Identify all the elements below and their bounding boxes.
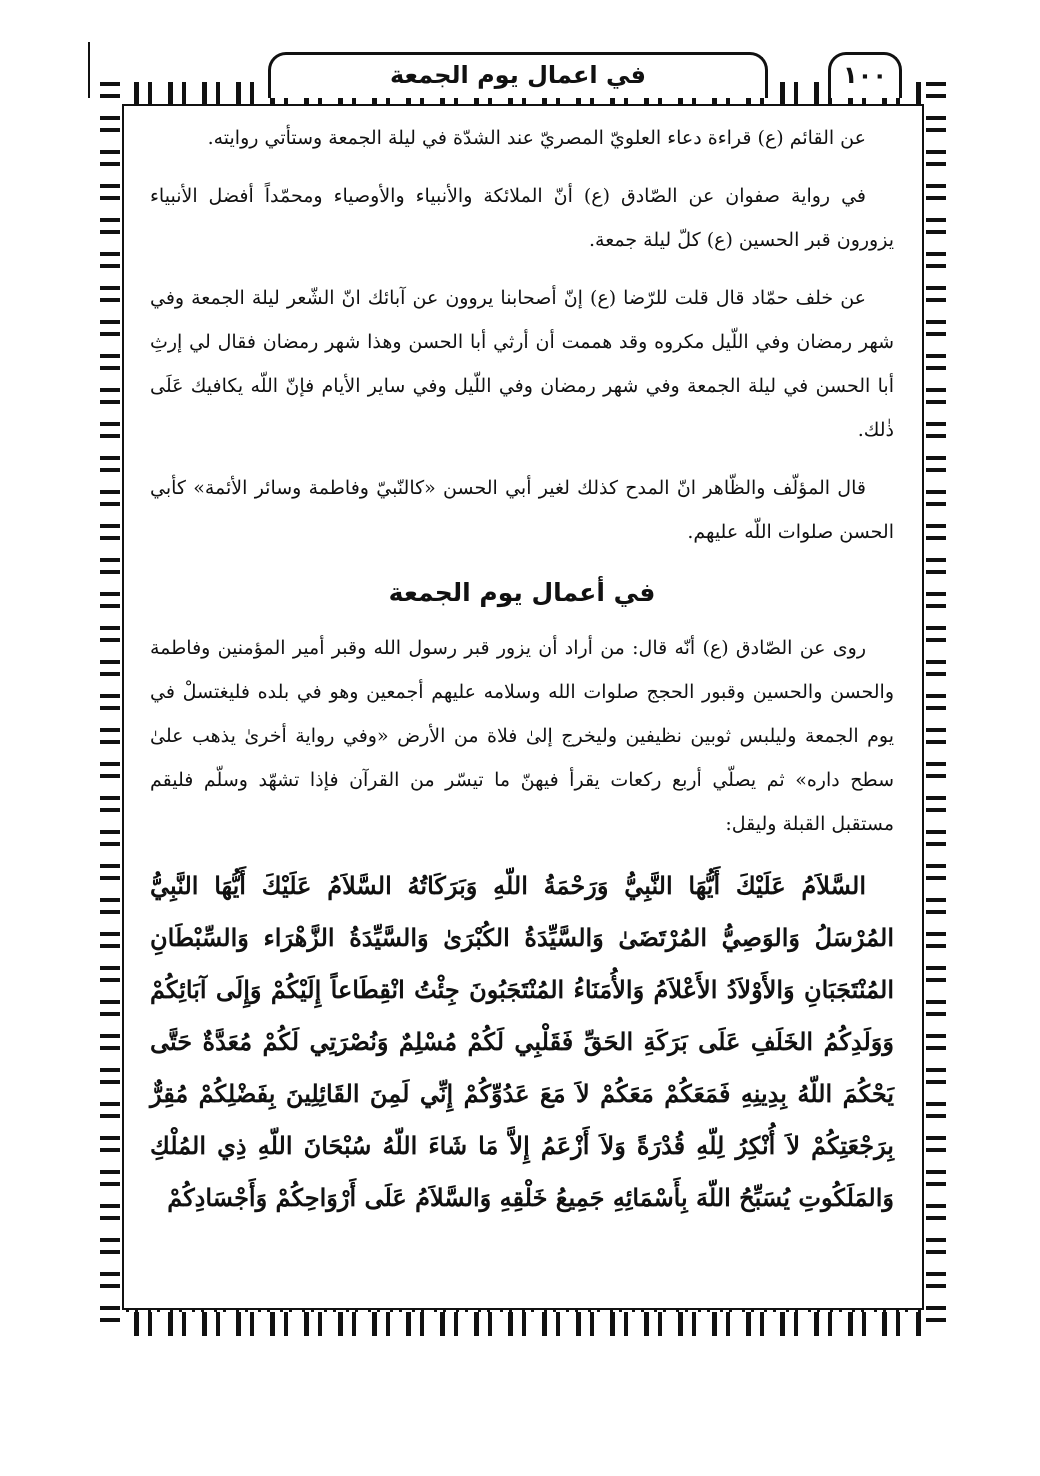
page-body — [150, 116, 894, 1224]
prayer-text: السَّلاَمُ عَلَيْكَ أَيُّهَا النَّبِيُّ وَرَحْمَةُ اللّهِ وَبَرَكَاتُهُ السَّلاَمُ عَلَيْكَ أَيُّهَا النَّبِيُّ المُرْسَلُ وَالوَصِيُّ المُرْتَضَىٰ وَالسَّيِّدَةُ الكُبْرَىٰ وَالسَّيِّدَةُ الزَّهْرَاء وَالسِّبْطَانِ المُنْتَجَبَانِ وَالأَوْلاَدُ الأَعْلاَمُ وَالأُمَنَاءُ المُنْتَجَبُونَ جِئْتُ انْقِطَاعاً إِلَيْكُمْ وَإِلَى آبَائِكُمْ وَوَلَدِكُمُ الخَلَفِ عَلَى بَرَكَةِ الحَقِّ فَقَلْبِي لَكُمْ مُسْلِمٌ وَنُصْرَتِي لَكُمْ مُعَدَّةٌ حَتَّى يَحْكُمَ اللّهُ بِدِينِهِ فَمَعَكُمْ مَعَكُمْ لاَ مَعَ عَدُوِّكُمْ إِنِّي لَمِنَ القَائِلِينَ بِفَضْلِكُمْ مُقِرٌّ بِرَجْعَتِكُمْ لاَ أُنْكِرُ لِلّهِ قُدْرَةً وَلاَ أَزْعَمُ إِلاَّ مَا شَاءَ اللّهُ سُبْحَانَ اللّهِ ذِي المُلْكِ وَالمَلَكُوتِ يُسَبِّحُ اللّهَ بِأَسْمَائِهِ جَمِيعُ خَلْقِهِ وَالسَّلاَمُ عَلَى أَرْوَاحِكُمْ وَأَجْسَادِكُمْ — [150, 871, 894, 1212]
paragraph: قال المؤلّف والظّاهر انّ المدح كذلك لغير أبي الحسن «كالنّبيّ وفاطمة وسائر الأئمة» كأبي الحسن صلوات اللّه عليهم. — [150, 477, 894, 543]
running-header — [268, 52, 768, 98]
page-title: في اعمال يوم الجمعة — [390, 61, 646, 89]
paragraph: في رواية صفوان عن الصّادق (ع) أنّ الملائكة والأنبياء والأوصياء ومحمّداً أفضل الأنبياء يزورون قبر الحسين (ع) كلّ ليلة جمعة. — [150, 185, 894, 251]
border-right-ornament — [926, 82, 946, 1336]
margin-rule — [88, 42, 90, 98]
page-number: ١٠٠ — [843, 61, 887, 89]
page-number-tab — [828, 52, 902, 98]
border-left-ornament — [100, 82, 120, 1336]
paragraph: عن القائم (ع) قراءة دعاء العلويّ المصريّ عند الشدّة في ليلة الجمعة وستأتي روايته. — [207, 127, 866, 149]
section-heading: في أعمال يوم الجمعة — [388, 578, 656, 607]
border-bottom-ornament — [100, 1312, 946, 1336]
paragraph: عن خلف حمّاد قال قلت للرّضا (ع) إنّ أصحابنا يروون عن آبائك انّ الشّعر ليلة الجمعة وفي شهر رمضان وفي اللّيل مكروه وقد هممت أن أرثي أبا الحسن وهذا شهر رمضان فقال لي إرثِ أبا الحسن في ليلة الجمعة وفي شهر رمضان وفي اللّيل وفي ساير الأيام فإنّ اللّه يكافيك عَلَى ذٰلك. — [150, 287, 894, 441]
section-intro: روى عن الصّادق (ع) أنّه قال: من أراد أن يزور قبر رسول الله وقبر أمير المؤمنين وفاطمة والحسن والحسين وقبور الحجج صلوات الله وسلامه عليهم أجمعين وهو في بلده فليغتسلْ في يوم الجمعة وليلبس ثوبين نظيفين وليخرج إلىٰ فلاة من الأرض «وفي رواية أخرىٰ يذهب علىٰ سطح داره» ثم يصلّي أربع ركعات يقرأ فيهنّ ما تيسّر من القرآن فإذا تشهّد وسلّم فليقم مستقبل القبلة وليقل: — [150, 637, 894, 835]
